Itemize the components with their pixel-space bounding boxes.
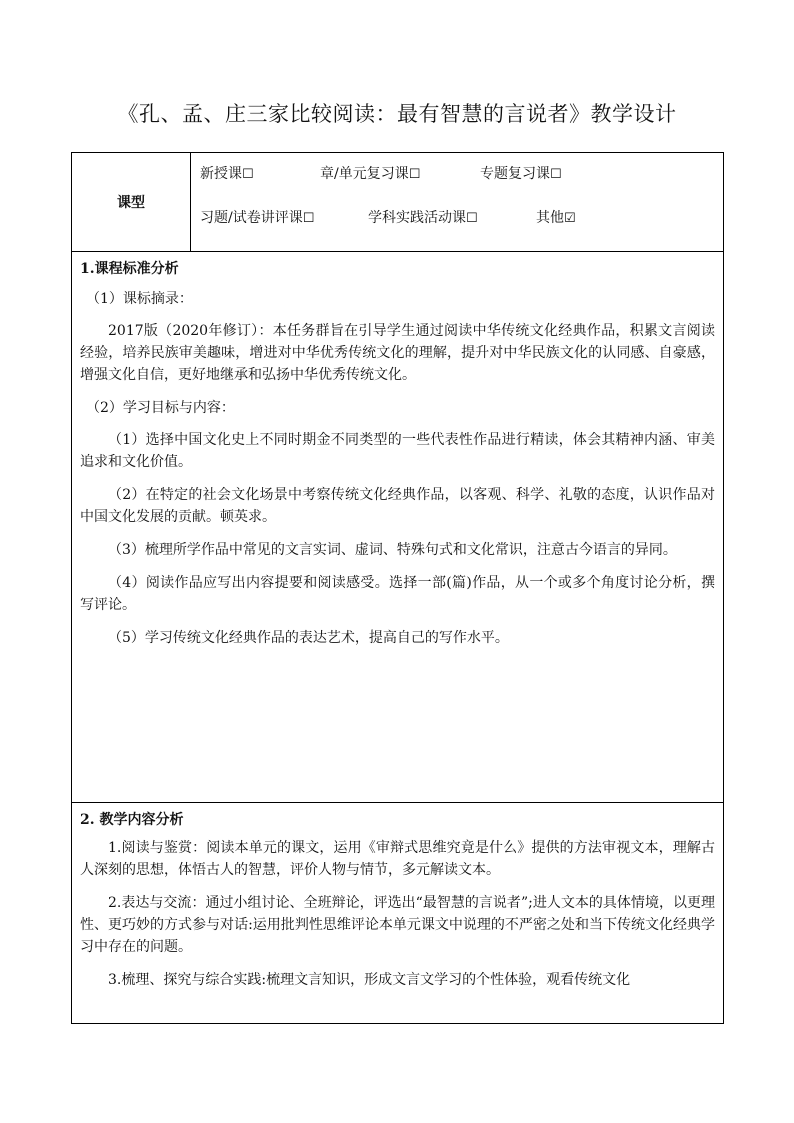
course-type-options: [191, 153, 724, 252]
option-topic-review[interactable]: 专题复习课☐: [480, 166, 562, 182]
content-item: 2.表达与交流：通过小组讨论、全班辩论，评选出“最智慧的言说者”;进人文本的具体情境，以更理性、更巧妙的方式参与对话:运用批判性思维评论本单元课文中说理的不严密之处和当下传统文化经典学习中存在的问题。: [80, 895, 715, 955]
goal-item: （4）阅读作品应写出内容提要和阅读感受。选择一部(篇)作品，从一个或多个角度讨论分析，撰写评论。: [80, 575, 715, 613]
checkbox-icon: ☐: [550, 167, 562, 182]
subheading-excerpt: （1）课标摘录：: [86, 291, 193, 307]
option-exercise-review[interactable]: 习题/试卷讲评课☐: [200, 210, 315, 226]
checkbox-checked-icon: ☑: [564, 211, 576, 226]
checkbox-icon: ☐: [466, 211, 478, 226]
course-type-label: 课型: [72, 153, 191, 252]
option-practice-activity[interactable]: 学科实践活动课☐: [368, 210, 478, 226]
goal-item: （1）选择中国文化史上不同时期金不同类型的一些代表性作品进行精读，体会其精神内涵、审美追求和文化价值。: [80, 432, 715, 470]
standard-excerpt: 2017版（2020年修订）：本任务群旨在引导学生通过阅读中华传统文化经典作品，积累文言阅读经验，培养民族审美趣味，增进对中华优秀传统文化的理解，提升对中华民族文化的认同感、自豪感，增强文化自信，更好地继承和弘扬中华优秀传统文化。: [80, 323, 715, 383]
option-new-lesson[interactable]: 新授课☐: [200, 166, 254, 182]
goal-item: （3）梳理所学作品中常见的文言实词、虚词、特殊句式和文化常识，注意古今语言的异同。: [108, 542, 677, 558]
lesson-design-table: [71, 152, 724, 1024]
section-heading: 1.课程标准分析: [80, 261, 179, 277]
content-item: 3.梳理、探究与综合实践:梳理文言知识，形成文言文学习的个性体验，观看传统文化: [108, 972, 631, 988]
option-other[interactable]: 其他☑: [536, 210, 576, 226]
option-unit-review[interactable]: 章/单元复习课☐: [320, 166, 421, 182]
subheading-goals: （2）学习目标与内容：: [86, 400, 235, 416]
course-type-row: [72, 153, 724, 252]
checkbox-icon: ☐: [408, 167, 421, 182]
curriculum-standard-row: [72, 252, 724, 803]
curriculum-standard-section: [72, 252, 724, 803]
content-analysis-row: [72, 803, 724, 1024]
section-heading: 2. 教学内容分析: [80, 812, 184, 828]
page-title: 《孔、孟、庄三家比较阅读：最有智慧的言说者》教学设计: [117, 102, 677, 126]
goal-item: （5）学习传统文化经典作品的表达艺术，提高自己的写作水平。: [108, 630, 509, 646]
goal-item: （2）在特定的社会文化场景中考察传统文化经典作品，以客观、科学、礼敬的态度，认识作品对中国文化发展的贡献。顿英求。: [80, 487, 715, 525]
checkbox-icon: ☐: [302, 211, 315, 226]
content-analysis-section: [72, 803, 724, 1024]
checkbox-icon: ☐: [242, 167, 254, 182]
course-type-options-row-1: [200, 163, 723, 207]
course-type-options-row-2: [200, 207, 723, 251]
content-item: 1.阅读与鉴赏：阅读本单元的课文，运用《审辩式思维究竟是什么》提供的方法审视文本，理解古人深刻的思想，体悟古人的智慧，评价人物与情节，多元解读文本。: [80, 840, 715, 878]
